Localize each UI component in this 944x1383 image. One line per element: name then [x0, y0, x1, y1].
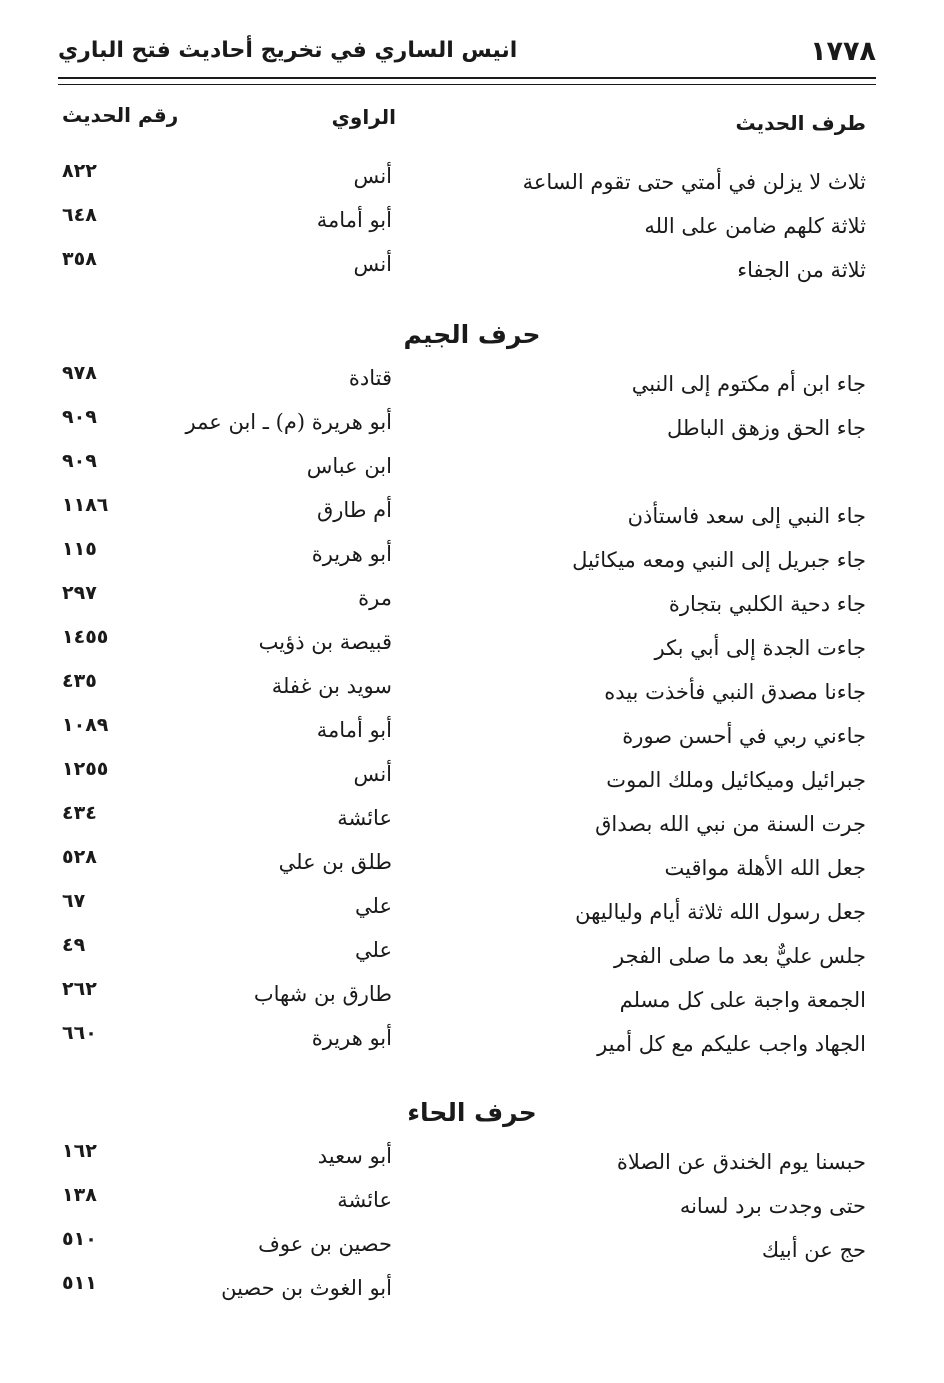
page-number: ١٧٧٨ [810, 36, 876, 67]
column-header-narrator: الراوي [331, 105, 396, 129]
narrator: أبو أمامة [316, 718, 392, 742]
hadith-number: ٦٤٨ [62, 204, 97, 226]
hadith-number: ١١٨٦ [62, 494, 109, 516]
section-title-jim: حرف الجيم [403, 320, 541, 349]
narrator: أبو هريرة (م) ـ ابن عمر [185, 410, 392, 434]
hadith-text: حتى وجدت برد لسانه [679, 1194, 866, 1218]
hadith-number: ٤٣٤ [62, 802, 97, 824]
header-rule-thin [58, 84, 876, 85]
hadith-number: ١٢٥٥ [62, 758, 109, 780]
hadith-text: الجمعة واجبة على كل مسلم [619, 988, 866, 1012]
hadith-number: ٣٥٨ [62, 248, 97, 270]
hadith-text: ثلاث لا يزلن في أمتي حتى تقوم الساعة [522, 170, 866, 194]
hadith-text: ثلاثة كلهم ضامن على الله [644, 214, 866, 238]
narrator: عائشة [337, 1188, 392, 1212]
hadith-number: ٦٦٠ [62, 1022, 97, 1044]
hadith-number: ١١٥ [62, 538, 97, 560]
entries-tha [58, 160, 866, 292]
table-row [58, 846, 866, 890]
column-header-number: رقم الحديث [62, 103, 179, 127]
table-row [58, 890, 866, 934]
hadith-number: ٩٠٩ [62, 406, 97, 428]
narrator: قتادة [348, 366, 392, 390]
table-row [58, 714, 866, 758]
hadith-number: ٤٩ [62, 934, 86, 956]
header-rule [58, 77, 876, 79]
hadith-number: ٥١٠ [62, 1228, 97, 1250]
narrator: أم طارق [316, 498, 392, 522]
hadith-text: جاءني ربي في أحسن صورة [622, 724, 866, 748]
table-row [58, 538, 866, 582]
narrator: أبو أمامة [316, 208, 392, 232]
hadith-number: ٥١١ [62, 1272, 97, 1294]
table-row [58, 758, 866, 802]
hadith-text: جبرائيل وميكائيل وملك الموت [606, 768, 866, 792]
hadith-text: جعل الله الأهلة مواقيت [664, 856, 866, 880]
narrator: مرة [358, 586, 392, 610]
hadith-text: حج عن أبيك [761, 1238, 866, 1262]
hadith-number: ١٠٨٩ [62, 714, 109, 736]
hadith-text: جاء دحية الكلبي بتجارة [668, 592, 866, 616]
hadith-text: جرت السنة من نبي الله بصداق [595, 812, 866, 836]
narrator: طارق بن شهاب [253, 982, 392, 1006]
narrator: سويد بن غفلة [271, 674, 392, 698]
narrator: عائشة [337, 806, 392, 830]
column-header-hadith: طرف الحديث [735, 111, 866, 135]
table-row [58, 248, 866, 292]
running-header [58, 34, 876, 78]
narrator: أنس [353, 252, 392, 276]
hadith-text: جاءت الجدة إلى أبي بكر [654, 636, 866, 660]
book-title: انيس الساري في تخريج أحاديث فتح الباري [58, 38, 518, 63]
hadith-number: ١٣٨ [62, 1184, 97, 1206]
hadith-text: جاء النبي إلى سعد فاستأذن [627, 504, 866, 528]
narrator: علي [355, 894, 392, 918]
hadith-number: ٨٢٢ [62, 160, 97, 182]
hadith-text: جعل رسول الله ثلاثة أيام ولياليهن [575, 900, 866, 924]
narrator: حصين بن عوف [258, 1232, 392, 1256]
hadith-text: جاء الحق وزهق الباطل [666, 416, 866, 440]
hadith-number: ٩٧٨ [62, 362, 97, 384]
table-row [58, 1022, 866, 1066]
hadith-number: ٢٦٢ [62, 978, 97, 1000]
hadith-text: جاءنا مصدق النبي فأخذت بيده [604, 680, 866, 704]
narrator: أبو سعيد [317, 1144, 392, 1168]
hadith-number: ٤٣٥ [62, 670, 97, 692]
entries-jim [58, 362, 866, 1066]
table-row [58, 582, 866, 626]
table-row [58, 670, 866, 714]
hadith-number: ١٦٢ [62, 1140, 97, 1162]
table-row [58, 626, 866, 670]
table-row [58, 450, 866, 494]
narrator: قبيصة بن ذؤيب [258, 630, 392, 654]
table-row [58, 494, 866, 538]
hadith-number: ٦٧ [62, 890, 86, 912]
hadith-number: ٩٠٩ [62, 450, 97, 472]
table-row [58, 362, 866, 406]
hadith-number: ٥٢٨ [62, 846, 97, 868]
table-row [58, 802, 866, 846]
table-row [58, 934, 866, 978]
table-row [58, 204, 866, 248]
column-headers [58, 103, 866, 143]
section-title-ha: حرف الحاء [407, 1098, 537, 1127]
hadith-text: ثلاثة من الجفاء [737, 258, 866, 282]
table-row [58, 1272, 866, 1316]
narrator: أبو الغوث بن حصين [221, 1276, 392, 1300]
narrator: طلق بن علي [278, 850, 392, 874]
table-row [58, 978, 866, 1022]
table-row [58, 406, 866, 450]
table-row [58, 1140, 866, 1184]
narrator: أنس [353, 762, 392, 786]
table-row [58, 1228, 866, 1272]
table-row [58, 1184, 866, 1228]
narrator: أنس [353, 164, 392, 188]
narrator: علي [355, 938, 392, 962]
hadith-text: جلس عليٌّ بعد ما صلى الفجر [614, 944, 866, 968]
hadith-number: ١٤٥٥ [62, 626, 109, 648]
entries-ha [58, 1140, 866, 1316]
hadith-text: الجهاد واجب عليكم مع كل أمير [597, 1032, 866, 1056]
narrator: أبو هريرة [311, 1026, 392, 1050]
hadith-text: حبسنا يوم الخندق عن الصلاة [616, 1150, 866, 1174]
hadith-text: جاء جبريل إلى النبي ومعه ميكائيل [572, 548, 866, 572]
hadith-number: ٢٩٧ [62, 582, 97, 604]
table-row [58, 160, 866, 204]
hadith-text: جاء ابن أم مكتوم إلى النبي [631, 372, 866, 396]
narrator: ابن عباس [306, 454, 392, 478]
narrator: أبو هريرة [311, 542, 392, 566]
